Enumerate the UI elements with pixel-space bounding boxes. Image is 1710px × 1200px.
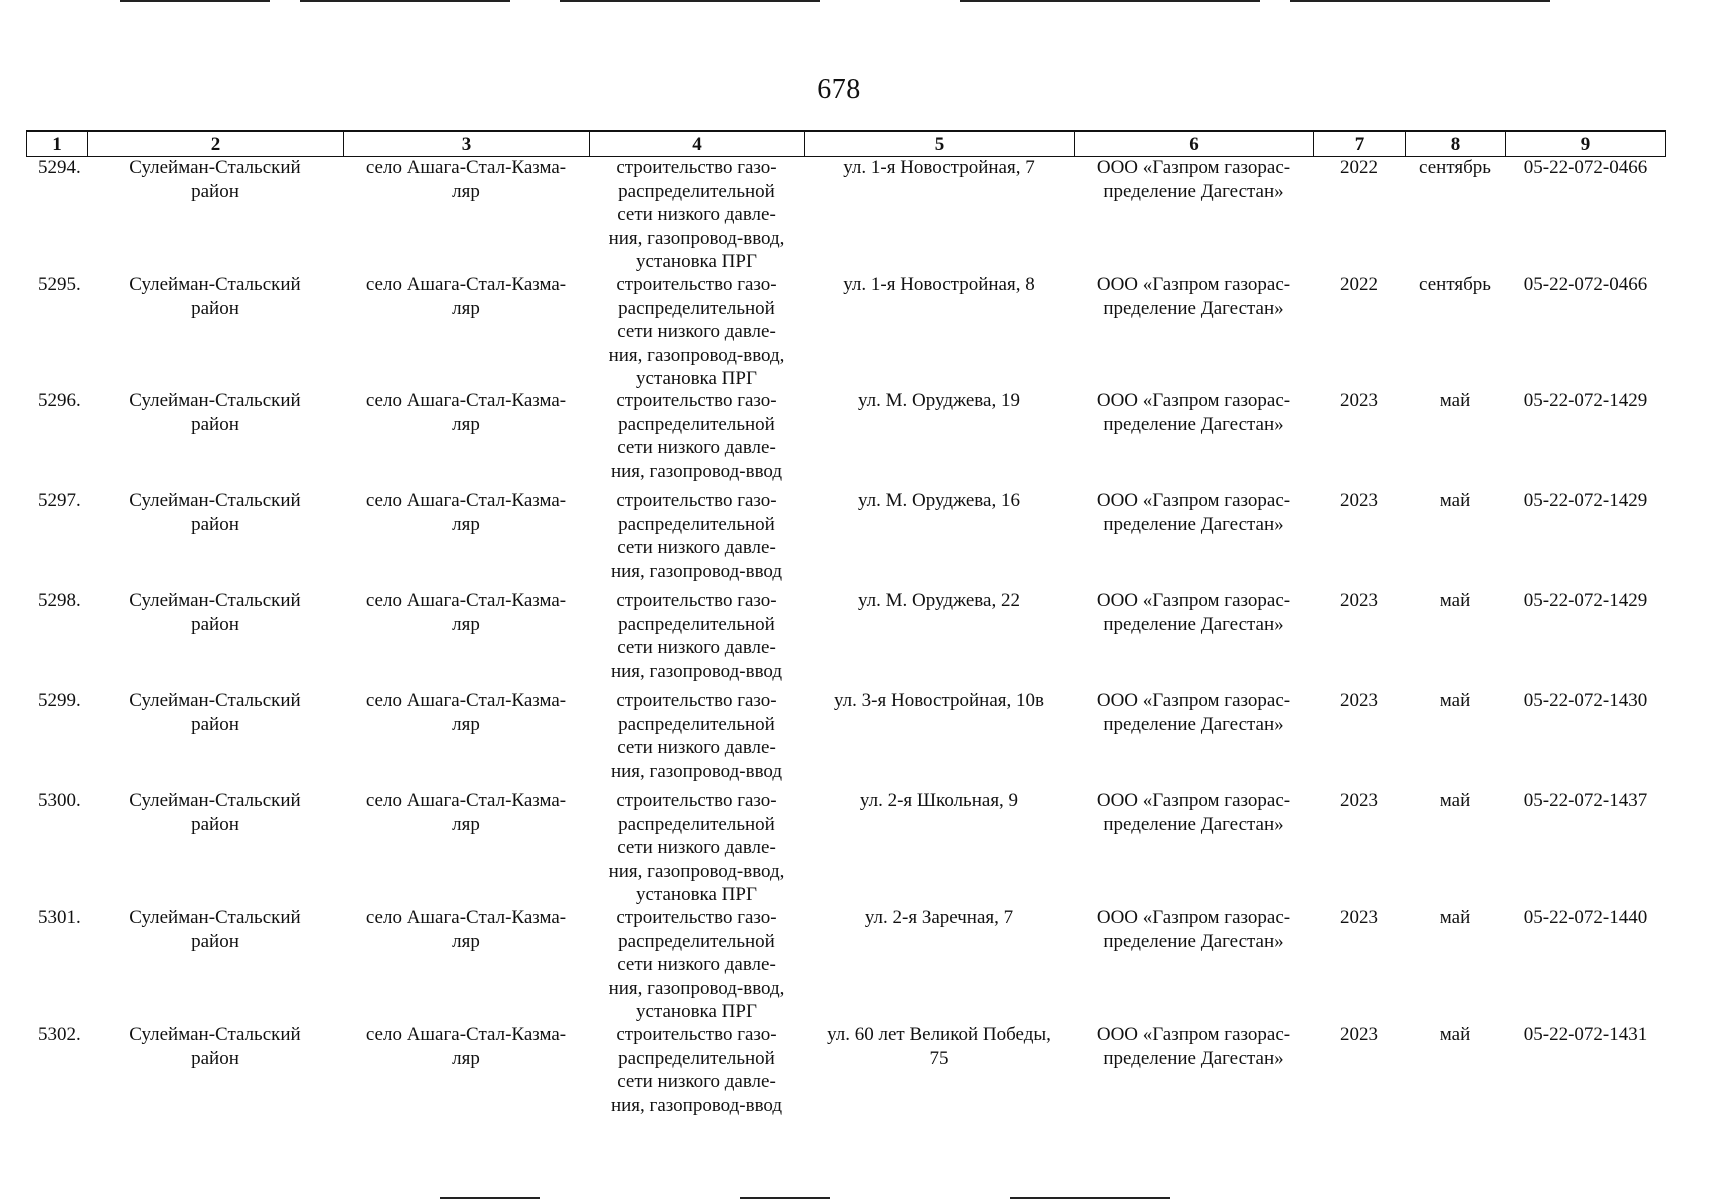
district-cell: Сулейман-Стальский район [129,790,301,835]
organization-cell: ООО «Газпром газорас- пределение Дагестан» [1096,157,1291,202]
organization-cell: ООО «Газпром газорас- пределение Дагестан» [1096,1024,1291,1069]
address-cell: ул. 60 лет Великой Победы, 75 [827,1024,1051,1069]
address-cell: ул. 2-я Школьная, 9 [859,790,1019,811]
district-cell: Сулейман-Стальский район [129,390,301,435]
row-number: 5302. [38,1024,81,1045]
column-header-1: 1 [26,132,87,156]
address-cell: ул. 1-я Новостройная, 8 [843,274,1035,295]
scan-edge-top-5 [1290,0,1550,2]
column-header-4: 4 [589,132,804,156]
code-cell: 05-22-072-0466 [1523,274,1648,295]
work-description-cell: строительство газо- распределительной сети низкого давле- ния, газопровод-ввод [610,1024,783,1116]
settlement-cell: село Ашага-Стал-Казма- ляр [365,274,567,319]
work-description-cell: строительство газо- распределительной сети низкого давле- ния, газопровод-ввод, установка ПРГ [608,274,785,389]
organization-cell: ООО «Газпром газорас- пределение Дагестан» [1096,390,1291,435]
code-cell: 05-22-072-1431 [1523,1024,1648,1045]
organization-cell: ООО «Газпром газорас- пределение Дагестан» [1096,790,1291,835]
organization-cell: ООО «Газпром газорас- пределение Дагестан» [1096,590,1291,635]
settlement-cell: село Ашага-Стал-Казма- ляр [365,907,567,952]
row-number: 5297. [38,490,81,511]
work-description-cell: строительство газо- распределительной сети низкого давле- ния, газопровод-ввод [610,490,783,582]
district-cell: Сулейман-Стальский район [129,1024,301,1069]
settlement-cell: село Ашага-Стал-Казма- ляр [365,690,567,735]
column-header-9: 9 [1505,132,1666,156]
district-cell: Сулейман-Стальский район [129,157,301,202]
column-header-3: 3 [343,132,589,156]
work-description-cell: строительство газо- распределительной сети низкого давле- ния, газопровод-ввод [610,690,783,782]
organization-cell: ООО «Газпром газорас- пределение Дагестан» [1096,274,1291,319]
address-cell: ул. М. Оруджева, 19 [858,390,1020,411]
scan-edge-top-3 [560,0,820,2]
column-header-2: 2 [87,132,343,156]
year-cell: 2023 [1340,907,1378,928]
row-number: 5300. [38,790,81,811]
work-description-cell: строительство газо- распределительной сети низкого давле- ния, газопровод-ввод [610,390,783,482]
organization-cell: ООО «Газпром газорас- пределение Дагестан» [1096,907,1291,952]
organization-cell: ООО «Газпром газорас- пределение Дагестан» [1096,490,1291,535]
page-number: 678 [817,74,861,105]
month-cell: сентябрь [1419,157,1491,178]
row-number: 5294. [38,157,81,178]
row-number: 5295. [38,274,81,295]
code-cell: 05-22-072-0466 [1523,157,1648,178]
column-header-5: 5 [804,132,1074,156]
organization-cell: ООО «Газпром газорас- пределение Дагестан» [1096,690,1291,735]
month-cell: май [1439,1024,1471,1045]
code-cell: 05-22-072-1430 [1523,690,1648,711]
month-cell: май [1439,390,1471,411]
work-description-cell: строительство газо- распределительной сети низкого давле- ния, газопровод-ввод [610,590,783,682]
settlement-cell: село Ашага-Стал-Казма- ляр [365,490,567,535]
settlement-cell: село Ашага-Стал-Казма- ляр [365,157,567,202]
settlement-cell: село Ашага-Стал-Казма- ляр [365,1024,567,1069]
column-header-6: 6 [1074,132,1313,156]
scan-edge-top-4 [960,0,1260,2]
code-cell: 05-22-072-1440 [1523,907,1648,928]
scan-edge-bottom-3 [1010,1197,1170,1199]
table-header [26,130,1666,157]
code-cell: 05-22-072-1437 [1523,790,1648,811]
year-cell: 2023 [1340,690,1378,711]
month-cell: май [1439,490,1471,511]
settlement-cell: село Ашага-Стал-Казма- ляр [365,590,567,635]
column-header-7: 7 [1313,132,1405,156]
work-description-cell: строительство газо- распределительной сети низкого давле- ния, газопровод-ввод, установка ПРГ [608,907,785,1022]
month-cell: май [1439,790,1471,811]
row-number: 5298. [38,590,81,611]
month-cell: май [1439,690,1471,711]
scan-edge-bottom-1 [440,1197,540,1199]
scan-edge-bottom-2 [740,1197,830,1199]
year-cell: 2022 [1340,274,1378,295]
code-cell: 05-22-072-1429 [1523,390,1648,411]
address-cell: ул. 2-я Заречная, 7 [864,907,1014,928]
year-cell: 2022 [1340,157,1378,178]
month-cell: май [1439,907,1471,928]
year-cell: 2023 [1340,590,1378,611]
address-cell: ул. 1-я Новостройная, 7 [843,157,1035,178]
scan-edge-top-1 [120,0,270,2]
column-header-8: 8 [1405,132,1505,156]
row-number: 5301. [38,907,81,928]
year-cell: 2023 [1340,1024,1378,1045]
district-cell: Сулейман-Стальский район [129,907,301,952]
district-cell: Сулейман-Стальский район [129,490,301,535]
work-description-cell: строительство газо- распределительной сети низкого давле- ния, газопровод-ввод, установка ПРГ [608,157,785,272]
row-number: 5296. [38,390,81,411]
year-cell: 2023 [1340,390,1378,411]
code-cell: 05-22-072-1429 [1523,590,1648,611]
district-cell: Сулейман-Стальский район [129,690,301,735]
row-number: 5299. [38,690,81,711]
district-cell: Сулейман-Стальский район [129,274,301,319]
month-cell: сентябрь [1419,274,1491,295]
month-cell: май [1439,590,1471,611]
code-cell: 05-22-072-1429 [1523,490,1648,511]
address-cell: ул. М. Оруджева, 16 [858,490,1020,511]
year-cell: 2023 [1340,490,1378,511]
address-cell: ул. М. Оруджева, 22 [858,590,1020,611]
scan-edge-top-2 [300,0,510,2]
settlement-cell: село Ашага-Стал-Казма- ляр [365,790,567,835]
settlement-cell: село Ашага-Стал-Казма- ляр [365,390,567,435]
work-description-cell: строительство газо- распределительной сети низкого давле- ния, газопровод-ввод, установка ПРГ [608,790,785,905]
district-cell: Сулейман-Стальский район [129,590,301,635]
address-cell: ул. 3-я Новостройная, 10в [834,690,1044,711]
year-cell: 2023 [1340,790,1378,811]
